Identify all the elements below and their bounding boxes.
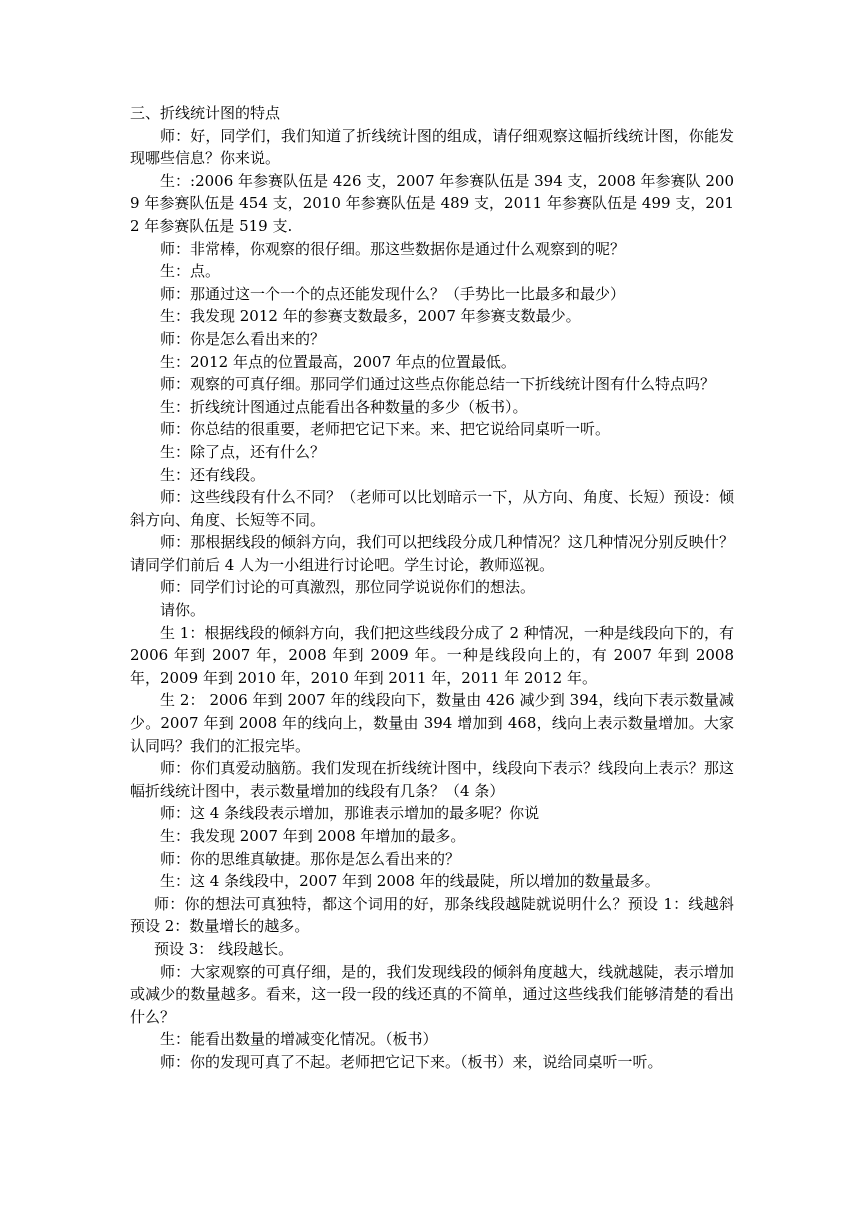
paragraph: 生：我发现 2007 年到 2008 年增加的最多。	[160, 827, 466, 845]
paragraph-list	[130, 125, 734, 1074]
document-page	[130, 102, 734, 1074]
paragraph: 师：非常棒，你观察的很仔细。那这些数据你是通过什么观察到的呢？	[160, 239, 626, 258]
paragraph: 生 1：根据线段的倾斜方向，我们把这些线段分成了 2 种情况，一种是线段向下的，有 2006 年到 2007 年，2008 年到 2009 年。一种是线段向上的，有 2007 年到 2008 年，2009 年到 2010 年，2010 年到 2011 年，2011 年 2012 年。	[130, 623, 734, 687]
paragraph: 生：这 4 条线段中，2007 年到 2008 年的线最陡，所以增加的数量最多。	[160, 872, 660, 891]
paragraph: 生：除了点，还有什么？	[160, 442, 326, 461]
paragraph: 师：好，同学们，我们知道了折线统计图的组成，请仔细观察这幅折线统计图，你能发现哪些信息？你来说。	[130, 126, 734, 168]
paragraph: 生：2012 年点的位置最高，2007 年点的位置最低。	[160, 352, 516, 371]
paragraph: 师：你的想法可真独特，都这个词用的好，那条线段越陡就说明什么？预设 1：线越斜预设 2：数量增长的越多。	[130, 894, 734, 936]
paragraph: 生：:2006 年参赛队伍是 426 支，2007 年参赛队伍是 394 支，2008 年参赛队 2009 年参赛队伍是 454 支，2010 年参赛队伍是 489 支，2011 年参赛队伍是 499 支，2012 年参赛队伍是 519 支.	[130, 171, 734, 235]
paragraph: 生：还有线段。	[160, 465, 266, 484]
paragraph: 生：能看出数量的增减变化情况。（板书）	[160, 1030, 438, 1049]
paragraph: 生：点。	[160, 262, 221, 281]
paragraph: 师：你总结的很重要，老师把它记下来。来、把它说给同桌听一听。	[160, 420, 611, 439]
paragraph: 师：同学们讨论的可真激烈，那位同学说说你们的想法。	[160, 578, 536, 597]
paragraph: 师：你们真爱动脑筋。我们发现在折线统计图中，线段向下表示？线段向上表示？那这幅折线统计图中，表示数量增加的线段有几条？（4 条）	[130, 759, 734, 800]
paragraph: 请你。	[160, 601, 206, 620]
paragraph: 预设 3： 线段越长。	[154, 939, 294, 958]
section-heading: 三、折线统计图的特点	[130, 104, 281, 122]
paragraph: 师：大家观察的可真仔细，是的，我们发现线段的倾斜角度越大，线就越陡，表示增加或减少的数量越多。看来，这一段一段的线还真的不简单，通过这些线我们能够清楚的看出什么？	[130, 962, 734, 1026]
paragraph: 师：那通过这一个一个的点还能发现什么？（手势比一比最多和最少）	[160, 284, 626, 303]
paragraph: 生 2： 2006 年到 2007 年的线段向下，数量由 426 减少到 394，线向下表示数量减少。2007 年到 2008 年的线向上，数量由 394 增加到 468，线向上表示数量增加。大家认同吗？我们的汇报完毕。	[130, 691, 734, 755]
paragraph: 师：这些线段有什么不同？（老师可以比划暗示一下，从方向、角度、长短）预设：倾斜方向、角度、长短等不同。	[130, 488, 734, 529]
paragraph: 师：你的思维真敏捷。那你是怎么看出来的？	[160, 849, 461, 868]
paragraph: 师：你是怎么看出来的？	[160, 329, 326, 348]
paragraph: 师：观察的可真仔细。那同学们通过这些点你能总结一下折线统计图有什么特点吗？	[160, 375, 716, 394]
paragraph: 师：那根据线段的倾斜方向，我们可以把线段分成几种情况？这几种情况分别反映什？请同学们前后 4 人为一小组进行讨论吧。学生讨论，教师巡视。	[130, 533, 734, 574]
paragraph: 师：你的发现可真了不起。老师把它记下来。（板书）来，说给同桌听一听。	[160, 1052, 663, 1071]
paragraph: 生：我发现 2012 年的参赛支数最多，2007 年参赛支数最少。	[160, 307, 581, 326]
paragraph: 生：折线统计图通过点能看出各种数量的多少（板书）。	[160, 397, 528, 416]
paragraph: 师：这 4 条线段表示增加，那谁表示增加的最多呢？你说	[160, 804, 540, 823]
